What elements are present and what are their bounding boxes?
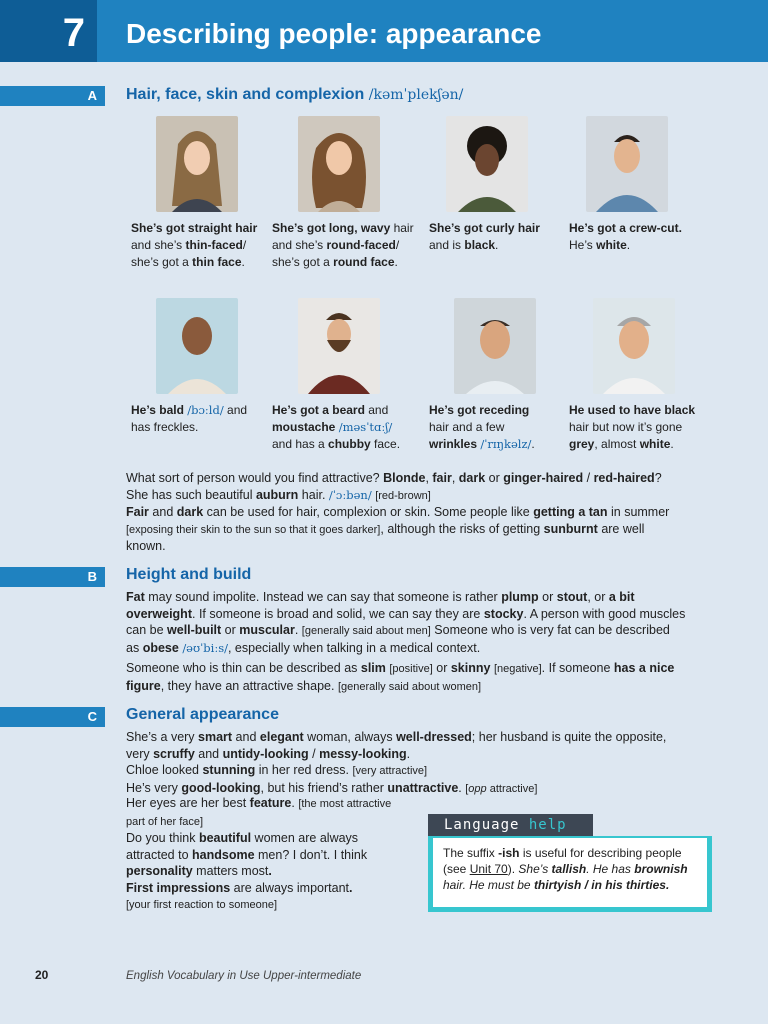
section-c-paragraph-2: Her eyes are her best feature. [the most attractive part of her face] Do you think beautiful women are always attracted to handsome men? I don’t. I think personality matters most. First impressions are always important. [your first reaction to someone]	[126, 796, 392, 911]
section-a-title-text: Hair, face, skin and complexion	[126, 86, 365, 103]
section-b-paragraph-1: Fat may sound impolite. Instead we can say that someone is rather plump or stout, or a bit overweight. If someone is broad and solid, we can say they are stocky. A person with good muscles can be well-built or muscular. [generally said about men] Someone who is very fat can be described as obese /əʊˈbiːs/, especially when talking in a medical context.	[126, 590, 686, 655]
caption-bald: He’s bald /bɔːld/ and has freckles.	[131, 403, 248, 434]
language-help-label-a: Language	[444, 817, 529, 833]
caption-wavy-hair: She’s got long, wavy hair and she’s round-faced/ she’s got a round face.	[272, 221, 414, 269]
unit-number: 7	[0, 0, 97, 62]
caption-curly-hair: She’s got curly hair and is black.	[429, 221, 540, 252]
section-c-tab: C	[0, 707, 105, 727]
section-c-title: General appearance	[126, 706, 279, 723]
language-help-box: The suffix -ish is useful for describing people (see Unit 70). She’s tallish. He has brownish hair. He must be thirtyish / in his thirties.	[428, 836, 712, 912]
page-number: 20	[35, 968, 49, 982]
photo-man-bald	[156, 298, 238, 394]
unit-70-link[interactable]: Unit 70	[469, 862, 508, 876]
section-b-paragraph-2: Someone who is thin can be described as slim [positive] or skinny [negative]. If someone has a nice figure, they have an attractive shape. [generally said about women]	[126, 661, 675, 693]
photo-man-beard	[298, 298, 380, 394]
caption-straight-hair: She’s got straight hair and she’s thin-faced/ she’s got a thin face.	[131, 221, 258, 269]
photo-man-receding	[454, 298, 536, 394]
language-help-label	[428, 814, 593, 836]
section-c-paragraph-1: She’s a very smart and elegant woman, always well-dressed; her husband is quite the opposite, very scruffy and untidy-looking / messy-looking. Chloe looked stunning in her red dress. [very attractive] He’s very good-looking, but his friend’s rather unattractive. [opp attractive]	[126, 730, 667, 795]
caption-receding: He’s got receding hair and a few wrinkles /ˈrɪŋkəlz/.	[429, 403, 535, 451]
photo-woman-wavy-hair	[298, 116, 380, 212]
photo-man-crew-cut	[586, 116, 668, 212]
caption-beard: He’s got a beard and moustache /məsˈtɑːʃ/ and has a chubby face.	[272, 403, 401, 451]
page-title: Describing people: appearance	[126, 18, 542, 49]
photo-man-grey-hair	[593, 298, 675, 394]
section-b-tab: B	[0, 567, 105, 587]
photo-woman-curly-hair	[446, 116, 528, 212]
section-a-paragraph: What sort of person would you find attractive? Blonde, fair, dark or ginger-haired / red-haired? She has such beautiful auburn hair. /ˈɔːbən/ [red-brown] Fair and dark can be used for hair, complexion or skin. Some people like getting a tan in summer [exposing their skin to the sun so that it goes darker], although the risks of getting sunburnt are well known.	[126, 471, 670, 553]
caption-grey-hair: He used to have black hair but now it’s gone grey, almost white.	[569, 403, 696, 451]
photo-woman-straight-hair	[156, 116, 238, 212]
section-a-ipa: /kəmˈplekʃən/	[368, 87, 464, 103]
caption-crew-cut: He’s got a crew-cut. He’s white.	[569, 221, 682, 252]
book-title: English Vocabulary in Use Upper-intermediate	[126, 970, 362, 982]
section-b-title: Height and build	[126, 566, 252, 583]
section-a-title	[126, 86, 463, 104]
language-help-label-b: help	[528, 817, 567, 833]
section-a-tab: A	[0, 86, 105, 106]
